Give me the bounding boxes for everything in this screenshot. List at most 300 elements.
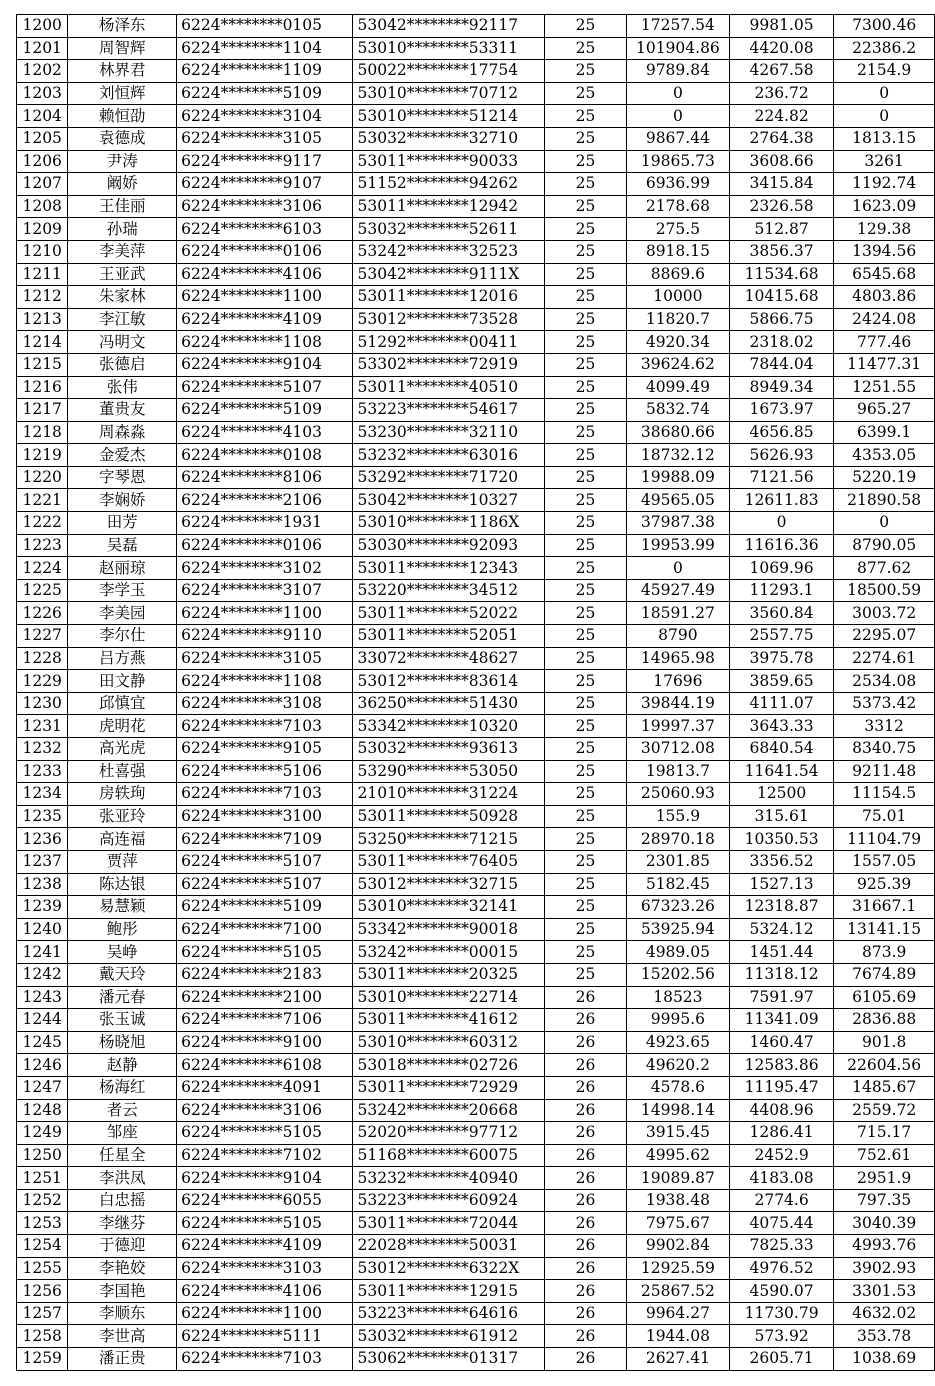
- cell-name: 吴磊: [68, 534, 177, 557]
- cell-bank-card: 6224********0108: [177, 444, 353, 467]
- cell-amount-a: 11820.7: [626, 308, 729, 331]
- cell-row-number: 1200: [17, 15, 68, 38]
- cell-row-number: 1246: [17, 1054, 68, 1077]
- cell-amount-b: 2557.75: [729, 625, 833, 648]
- cell-name: 刘恒辉: [68, 82, 177, 105]
- cell-name: 赵静: [68, 1054, 177, 1077]
- cell-name: 杨泽东: [68, 15, 177, 38]
- cell-name: 赵丽琼: [68, 557, 177, 580]
- cell-amount-a: 155.9: [626, 805, 729, 828]
- cell-period: 25: [545, 918, 627, 941]
- table-row: [17, 331, 935, 354]
- cell-row-number: 1225: [17, 579, 68, 602]
- cell-amount-c: 8340.75: [834, 738, 935, 761]
- cell-row-number: 1236: [17, 828, 68, 851]
- table-row: [17, 579, 935, 602]
- cell-row-number: 1218: [17, 421, 68, 444]
- cell-row-number: 1212: [17, 286, 68, 309]
- cell-name: 高光虎: [68, 738, 177, 761]
- cell-bank-card: 6224********2183: [177, 963, 353, 986]
- cell-amount-a: 37987.38: [626, 512, 729, 535]
- cell-amount-a: 275.5: [626, 218, 729, 241]
- cell-name: 冯明文: [68, 331, 177, 354]
- cell-id-number: 53032********61912: [353, 1325, 545, 1348]
- cell-amount-a: 4989.05: [626, 941, 729, 964]
- cell-amount-a: 53925.94: [626, 918, 729, 941]
- cell-bank-card: 6224********9104: [177, 1167, 353, 1190]
- cell-bank-card: 6224********5109: [177, 82, 353, 105]
- cell-amount-b: 4976.52: [729, 1257, 833, 1280]
- cell-row-number: 1256: [17, 1280, 68, 1303]
- cell-amount-c: 7300.46: [834, 15, 935, 38]
- cell-row-number: 1214: [17, 331, 68, 354]
- cell-amount-a: 4923.65: [626, 1031, 729, 1054]
- cell-name: 房轶珣: [68, 783, 177, 806]
- cell-row-number: 1213: [17, 308, 68, 331]
- table-row: [17, 240, 935, 263]
- cell-period: 25: [545, 602, 627, 625]
- cell-period: 25: [545, 783, 627, 806]
- cell-bank-card: 6224********1100: [177, 1302, 353, 1325]
- cell-period: 25: [545, 489, 627, 512]
- cell-period: 25: [545, 850, 627, 873]
- cell-amount-c: 3040.39: [834, 1212, 935, 1235]
- cell-period: 25: [545, 941, 627, 964]
- cell-name: 田芳: [68, 512, 177, 535]
- cell-id-number: 53011********12915: [353, 1280, 545, 1303]
- cell-amount-c: 2534.08: [834, 670, 935, 693]
- cell-amount-b: 236.72: [729, 82, 833, 105]
- cell-row-number: 1207: [17, 173, 68, 196]
- cell-id-number: 53011********12016: [353, 286, 545, 309]
- table-row: [17, 60, 935, 83]
- cell-name: 张玉诚: [68, 1009, 177, 1032]
- cell-amount-a: 25060.93: [626, 783, 729, 806]
- cell-period: 25: [545, 466, 627, 489]
- cell-bank-card: 6224********5107: [177, 850, 353, 873]
- cell-bank-card: 6224********7102: [177, 1144, 353, 1167]
- cell-row-number: 1252: [17, 1189, 68, 1212]
- cell-amount-a: 39844.19: [626, 692, 729, 715]
- cell-row-number: 1217: [17, 399, 68, 422]
- cell-id-number: 53342********10320: [353, 715, 545, 738]
- cell-amount-b: 12318.87: [729, 896, 833, 919]
- table-row: [17, 1144, 935, 1167]
- cell-amount-c: 9211.48: [834, 760, 935, 783]
- cell-amount-c: 1557.05: [834, 850, 935, 873]
- cell-amount-c: 31667.1: [834, 896, 935, 919]
- cell-amount-c: 4993.76: [834, 1235, 935, 1258]
- cell-amount-c: 6545.68: [834, 263, 935, 286]
- cell-row-number: 1228: [17, 647, 68, 670]
- cell-bank-card: 6224********9110: [177, 625, 353, 648]
- cell-amount-b: 3356.52: [729, 850, 833, 873]
- cell-amount-b: 4420.08: [729, 37, 833, 60]
- cell-amount-a: 30712.08: [626, 738, 729, 761]
- cell-bank-card: 6224********4109: [177, 1235, 353, 1258]
- cell-bank-card: 6224********4106: [177, 1280, 353, 1303]
- cell-amount-a: 18591.27: [626, 602, 729, 625]
- cell-amount-a: 8869.6: [626, 263, 729, 286]
- cell-period: 25: [545, 512, 627, 535]
- cell-bank-card: 6224********3105: [177, 127, 353, 150]
- table-row: [17, 1212, 935, 1235]
- cell-amount-c: 877.62: [834, 557, 935, 580]
- cell-amount-c: 1813.15: [834, 127, 935, 150]
- cell-amount-a: 10000: [626, 286, 729, 309]
- cell-amount-c: 11104.79: [834, 828, 935, 851]
- cell-row-number: 1220: [17, 466, 68, 489]
- cell-period: 25: [545, 105, 627, 128]
- cell-amount-a: 7975.67: [626, 1212, 729, 1235]
- cell-bank-card: 6224********3108: [177, 692, 353, 715]
- cell-amount-a: 18732.12: [626, 444, 729, 467]
- cell-row-number: 1216: [17, 376, 68, 399]
- cell-amount-b: 0: [729, 512, 833, 535]
- cell-row-number: 1254: [17, 1235, 68, 1258]
- cell-amount-a: 14965.98: [626, 647, 729, 670]
- cell-period: 26: [545, 1212, 627, 1235]
- cell-bank-card: 6224********3105: [177, 647, 353, 670]
- cell-name: 朱家林: [68, 286, 177, 309]
- cell-period: 25: [545, 308, 627, 331]
- cell-amount-a: 18523: [626, 986, 729, 1009]
- cell-amount-b: 3856.37: [729, 240, 833, 263]
- cell-row-number: 1230: [17, 692, 68, 715]
- cell-amount-c: 0: [834, 512, 935, 535]
- cell-id-number: 53030********92093: [353, 534, 545, 557]
- cell-amount-a: 19089.87: [626, 1167, 729, 1190]
- cell-period: 25: [545, 760, 627, 783]
- cell-amount-b: 512.87: [729, 218, 833, 241]
- cell-amount-c: 11154.5: [834, 783, 935, 806]
- table-row: [17, 353, 935, 376]
- cell-amount-b: 7825.33: [729, 1235, 833, 1258]
- cell-period: 25: [545, 376, 627, 399]
- cell-period: 25: [545, 421, 627, 444]
- cell-amount-b: 4267.58: [729, 60, 833, 83]
- cell-amount-b: 11641.54: [729, 760, 833, 783]
- cell-amount-b: 2605.71: [729, 1348, 833, 1371]
- cell-amount-c: 6105.69: [834, 986, 935, 1009]
- cell-id-number: 51152********94262: [353, 173, 545, 196]
- cell-period: 26: [545, 1009, 627, 1032]
- cell-bank-card: 6224********4106: [177, 263, 353, 286]
- cell-name: 李继芬: [68, 1212, 177, 1235]
- table-row: [17, 263, 935, 286]
- cell-name: 吕方燕: [68, 647, 177, 670]
- cell-amount-a: 19813.7: [626, 760, 729, 783]
- cell-row-number: 1259: [17, 1348, 68, 1371]
- cell-row-number: 1247: [17, 1076, 68, 1099]
- cell-bank-card: 6224********4103: [177, 421, 353, 444]
- cell-row-number: 1210: [17, 240, 68, 263]
- cell-id-number: 53018********02726: [353, 1054, 545, 1077]
- cell-amount-b: 7591.97: [729, 986, 833, 1009]
- cell-period: 26: [545, 1189, 627, 1212]
- table-row: [17, 399, 935, 422]
- cell-name: 吴峥: [68, 941, 177, 964]
- cell-row-number: 1238: [17, 873, 68, 896]
- cell-bank-card: 6224********1104: [177, 37, 353, 60]
- cell-name: 杨海红: [68, 1076, 177, 1099]
- cell-bank-card: 6224********7106: [177, 1009, 353, 1032]
- cell-amount-b: 4590.07: [729, 1280, 833, 1303]
- cell-period: 26: [545, 1054, 627, 1077]
- cell-name: 李美萍: [68, 240, 177, 263]
- cell-id-number: 53042********9111X: [353, 263, 545, 286]
- cell-bank-card: 6224********9105: [177, 738, 353, 761]
- cell-name: 邹座: [68, 1122, 177, 1145]
- cell-amount-b: 2318.02: [729, 331, 833, 354]
- cell-id-number: 21010********31224: [353, 783, 545, 806]
- cell-bank-card: 6224********9107: [177, 173, 353, 196]
- table-row: [17, 308, 935, 331]
- cell-amount-b: 10415.68: [729, 286, 833, 309]
- cell-amount-a: 101904.86: [626, 37, 729, 60]
- table-row: [17, 1257, 935, 1280]
- table-row: [17, 444, 935, 467]
- cell-id-number: 51168********60075: [353, 1144, 545, 1167]
- cell-bank-card: 6224********5107: [177, 376, 353, 399]
- cell-amount-b: 9981.05: [729, 15, 833, 38]
- cell-name: 王佳丽: [68, 195, 177, 218]
- cell-period: 25: [545, 805, 627, 828]
- cell-amount-b: 4075.44: [729, 1212, 833, 1235]
- cell-row-number: 1229: [17, 670, 68, 693]
- cell-period: 25: [545, 715, 627, 738]
- cell-amount-c: 13141.15: [834, 918, 935, 941]
- cell-id-number: 53011********72929: [353, 1076, 545, 1099]
- cell-id-number: 53342********90018: [353, 918, 545, 941]
- cell-amount-a: 9867.44: [626, 127, 729, 150]
- cell-amount-a: 2627.41: [626, 1348, 729, 1371]
- cell-amount-b: 573.92: [729, 1325, 833, 1348]
- cell-row-number: 1242: [17, 963, 68, 986]
- cell-row-number: 1255: [17, 1257, 68, 1280]
- cell-amount-c: 5220.19: [834, 466, 935, 489]
- table-body: [17, 15, 935, 1371]
- cell-id-number: 53011********41612: [353, 1009, 545, 1032]
- cell-amount-b: 11318.12: [729, 963, 833, 986]
- cell-amount-a: 49620.2: [626, 1054, 729, 1077]
- cell-name: 于德迎: [68, 1235, 177, 1258]
- cell-name: 尹涛: [68, 150, 177, 173]
- cell-id-number: 53220********34512: [353, 579, 545, 602]
- cell-amount-a: 8918.15: [626, 240, 729, 263]
- cell-name: 杜喜强: [68, 760, 177, 783]
- cell-amount-b: 11534.68: [729, 263, 833, 286]
- cell-bank-card: 6224********7103: [177, 783, 353, 806]
- cell-period: 26: [545, 1031, 627, 1054]
- cell-id-number: 36250********51430: [353, 692, 545, 715]
- cell-row-number: 1232: [17, 738, 68, 761]
- cell-amount-b: 7844.04: [729, 353, 833, 376]
- cell-bank-card: 6224********7100: [177, 918, 353, 941]
- cell-name: 字琴恩: [68, 466, 177, 489]
- cell-period: 26: [545, 1235, 627, 1258]
- cell-row-number: 1245: [17, 1031, 68, 1054]
- cell-id-number: 53042********10327: [353, 489, 545, 512]
- cell-period: 25: [545, 647, 627, 670]
- cell-amount-c: 2836.88: [834, 1009, 935, 1032]
- table-row: [17, 1076, 935, 1099]
- cell-bank-card: 6224********3106: [177, 1099, 353, 1122]
- cell-period: 26: [545, 1325, 627, 1348]
- cell-name: 周智辉: [68, 37, 177, 60]
- table-row: [17, 512, 935, 535]
- cell-amount-c: 2274.61: [834, 647, 935, 670]
- cell-amount-c: 129.38: [834, 218, 935, 241]
- cell-amount-a: 9995.6: [626, 1009, 729, 1032]
- cell-amount-c: 777.46: [834, 331, 935, 354]
- cell-amount-c: 3301.53: [834, 1280, 935, 1303]
- cell-id-number: 53250********71215: [353, 828, 545, 851]
- cell-row-number: 1251: [17, 1167, 68, 1190]
- cell-row-number: 1244: [17, 1009, 68, 1032]
- cell-amount-a: 15202.56: [626, 963, 729, 986]
- cell-period: 25: [545, 195, 627, 218]
- cell-amount-c: 11477.31: [834, 353, 935, 376]
- cell-name: 孙瑞: [68, 218, 177, 241]
- cell-amount-c: 873.9: [834, 941, 935, 964]
- cell-amount-a: 49565.05: [626, 489, 729, 512]
- cell-amount-a: 0: [626, 557, 729, 580]
- cell-name: 张伟: [68, 376, 177, 399]
- table-row: [17, 692, 935, 715]
- cell-period: 25: [545, 692, 627, 715]
- table-row: [17, 195, 935, 218]
- cell-amount-c: 75.01: [834, 805, 935, 828]
- cell-bank-card: 6224********7103: [177, 715, 353, 738]
- cell-period: 25: [545, 963, 627, 986]
- cell-amount-a: 5832.74: [626, 399, 729, 422]
- table-row: [17, 37, 935, 60]
- cell-amount-a: 4099.49: [626, 376, 729, 399]
- cell-amount-b: 3643.33: [729, 715, 833, 738]
- cell-amount-b: 11341.09: [729, 1009, 833, 1032]
- cell-row-number: 1227: [17, 625, 68, 648]
- table-row: [17, 625, 935, 648]
- cell-amount-b: 2774.6: [729, 1189, 833, 1212]
- table-row: [17, 941, 935, 964]
- cell-row-number: 1231: [17, 715, 68, 738]
- cell-amount-c: 5373.42: [834, 692, 935, 715]
- cell-name: 任星全: [68, 1144, 177, 1167]
- cell-bank-card: 6224********5106: [177, 760, 353, 783]
- table-row: [17, 670, 935, 693]
- cell-bank-card: 6224********5105: [177, 1122, 353, 1145]
- cell-bank-card: 6224********5109: [177, 399, 353, 422]
- cell-amount-a: 12925.59: [626, 1257, 729, 1280]
- cell-amount-c: 2154.9: [834, 60, 935, 83]
- cell-amount-b: 1069.96: [729, 557, 833, 580]
- cell-period: 25: [545, 82, 627, 105]
- cell-row-number: 1248: [17, 1099, 68, 1122]
- cell-amount-b: 1286.41: [729, 1122, 833, 1145]
- cell-row-number: 1253: [17, 1212, 68, 1235]
- table-row: [17, 1348, 935, 1371]
- cell-row-number: 1239: [17, 896, 68, 919]
- cell-amount-b: 315.61: [729, 805, 833, 828]
- cell-name: 林界君: [68, 60, 177, 83]
- cell-bank-card: 6224********1100: [177, 602, 353, 625]
- cell-amount-a: 9902.84: [626, 1235, 729, 1258]
- cell-bank-card: 6224********1100: [177, 286, 353, 309]
- cell-name: 李尔仕: [68, 625, 177, 648]
- cell-id-number: 53242********32523: [353, 240, 545, 263]
- cell-bank-card: 6224********4091: [177, 1076, 353, 1099]
- table-row: [17, 466, 935, 489]
- cell-amount-c: 3312: [834, 715, 935, 738]
- table-row: [17, 896, 935, 919]
- cell-amount-c: 1038.69: [834, 1348, 935, 1371]
- cell-row-number: 1249: [17, 1122, 68, 1145]
- cell-period: 25: [545, 557, 627, 580]
- cell-bank-card: 6224********1109: [177, 60, 353, 83]
- table-row: [17, 1054, 935, 1077]
- cell-amount-a: 25867.52: [626, 1280, 729, 1303]
- cell-period: 26: [545, 1122, 627, 1145]
- table-row: [17, 986, 935, 1009]
- table-row: [17, 1167, 935, 1190]
- cell-id-number: 53011********12343: [353, 557, 545, 580]
- cell-row-number: 1219: [17, 444, 68, 467]
- cell-bank-card: 6224********9104: [177, 353, 353, 376]
- cell-period: 25: [545, 218, 627, 241]
- table-row: [17, 1122, 935, 1145]
- table-row: [17, 738, 935, 761]
- cell-row-number: 1209: [17, 218, 68, 241]
- cell-amount-c: 0: [834, 82, 935, 105]
- cell-bank-card: 6224********7109: [177, 828, 353, 851]
- cell-period: 25: [545, 15, 627, 38]
- cell-id-number: 53010********53311: [353, 37, 545, 60]
- cell-amount-c: 1623.09: [834, 195, 935, 218]
- cell-name: 李顺东: [68, 1302, 177, 1325]
- cell-row-number: 1201: [17, 37, 68, 60]
- cell-amount-c: 7674.89: [834, 963, 935, 986]
- cell-period: 25: [545, 828, 627, 851]
- cell-amount-a: 4578.6: [626, 1076, 729, 1099]
- table-row: [17, 783, 935, 806]
- cell-amount-a: 0: [626, 105, 729, 128]
- cell-amount-c: 8790.05: [834, 534, 935, 557]
- cell-row-number: 1240: [17, 918, 68, 941]
- cell-bank-card: 6224********3104: [177, 105, 353, 128]
- cell-name: 田文静: [68, 670, 177, 693]
- cell-bank-card: 6224********0106: [177, 240, 353, 263]
- table-row: [17, 1031, 935, 1054]
- cell-amount-b: 2326.58: [729, 195, 833, 218]
- cell-amount-a: 45927.49: [626, 579, 729, 602]
- cell-amount-a: 9964.27: [626, 1302, 729, 1325]
- cell-name: 李美园: [68, 602, 177, 625]
- cell-period: 25: [545, 60, 627, 83]
- cell-amount-c: 2424.08: [834, 308, 935, 331]
- cell-period: 25: [545, 37, 627, 60]
- cell-id-number: 53302********72919: [353, 353, 545, 376]
- cell-amount-b: 5324.12: [729, 918, 833, 941]
- cell-bank-card: 6224********0106: [177, 534, 353, 557]
- cell-id-number: 53032********52611: [353, 218, 545, 241]
- cell-amount-c: 2951.9: [834, 1167, 935, 1190]
- cell-bank-card: 6224********3100: [177, 805, 353, 828]
- cell-period: 25: [545, 286, 627, 309]
- cell-id-number: 53012********73528: [353, 308, 545, 331]
- cell-period: 25: [545, 399, 627, 422]
- cell-name: 李洪凤: [68, 1167, 177, 1190]
